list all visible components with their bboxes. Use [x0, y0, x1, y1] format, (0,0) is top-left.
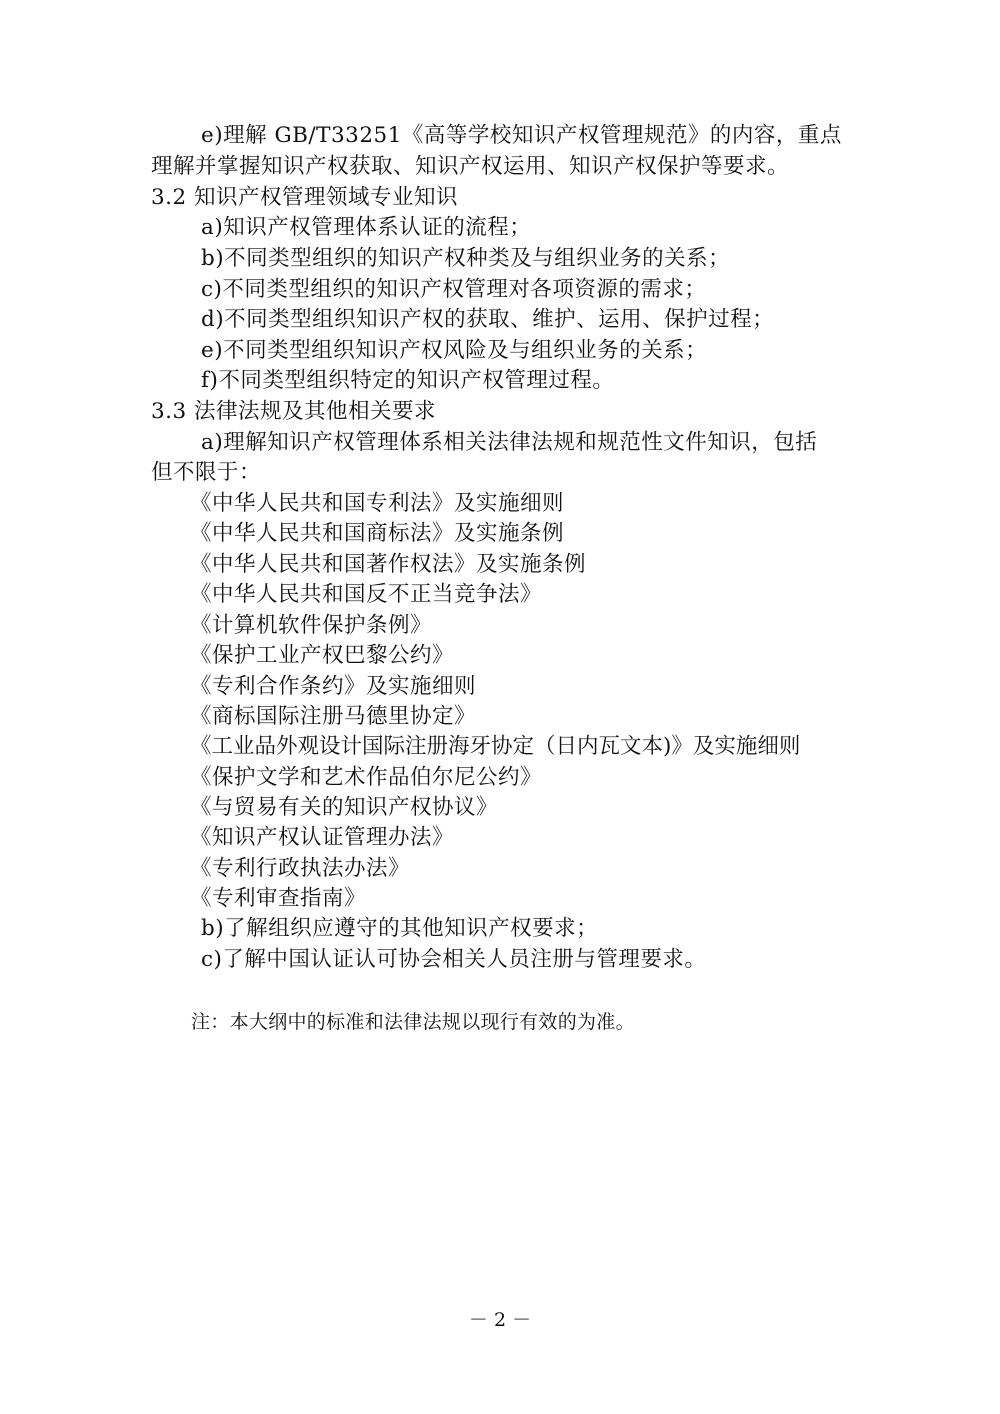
section-heading-3-2: 3.2 知识产权管理领域专业知识	[151, 185, 459, 210]
law-item: 《专利审查指南》	[190, 886, 367, 911]
text-line: a)理解知识产权管理体系相关法律法规和规范性文件知识，包括	[201, 430, 818, 455]
law-item: 《中华人民共和国反不正当竞争法》	[190, 582, 543, 607]
text-line: 但不限于：	[151, 460, 262, 485]
law-item: 《中华人民共和国商标法》及实施条例	[190, 521, 565, 546]
text-line: b)了解组织应遵守的其他知识产权要求；	[201, 916, 599, 941]
footnote: 注：本大纲中的标准和法律法规以现行有效的为准。	[191, 1011, 635, 1033]
law-item: 《与贸易有关的知识产权协议》	[190, 795, 499, 820]
text-line: 理解并掌握知识产权获取、知识产权运用、知识产权保护等要求。	[151, 154, 790, 179]
law-item: 《中华人民共和国专利法》及实施细则	[190, 491, 565, 516]
law-item: 《工业品外观设计国际注册海牙协定（日内瓦文本)》及实施细则	[190, 734, 801, 759]
text-line: e)不同类型组织知识产权风险及与组织业务的关系；	[201, 338, 708, 363]
law-item: 《专利行政执法办法》	[190, 856, 411, 881]
text-line: a)知识产权管理体系认证的流程；	[201, 215, 532, 240]
law-item: 《商标国际注册马德里协定》	[190, 704, 477, 729]
law-item: 《保护文学和艺术作品伯尔尼公约》	[190, 765, 543, 790]
text-line: e)理解 GB/T33251《高等学校知识产权管理规范》的内容，重点	[201, 123, 842, 148]
text-line: d)不同类型组织知识产权的获取、维护、运用、保护过程；	[201, 307, 775, 332]
law-item: 《计算机软件保护条例》	[190, 613, 433, 638]
text-line: b)不同类型组织的知识产权种类及与组织业务的关系；	[201, 246, 731, 271]
text-line: f)不同类型组织特定的知识产权管理过程。	[201, 368, 615, 393]
law-item: 《知识产权认证管理办法》	[190, 825, 455, 850]
section-heading-3-3: 3.3 法律法规及其他相关要求	[151, 399, 437, 424]
page-number: － 2 －	[468, 1309, 532, 1331]
text-line: c)了解中国认证认可协会相关人员注册与管理要求。	[201, 947, 707, 972]
text-line: c)不同类型组织的知识产权管理对各项资源的需求；	[201, 277, 707, 302]
law-item: 《保护工业产权巴黎公约》	[190, 643, 455, 668]
law-item: 《专利合作条约》及实施细则	[190, 674, 477, 699]
law-item: 《中华人民共和国著作权法》及实施条例	[190, 552, 587, 577]
